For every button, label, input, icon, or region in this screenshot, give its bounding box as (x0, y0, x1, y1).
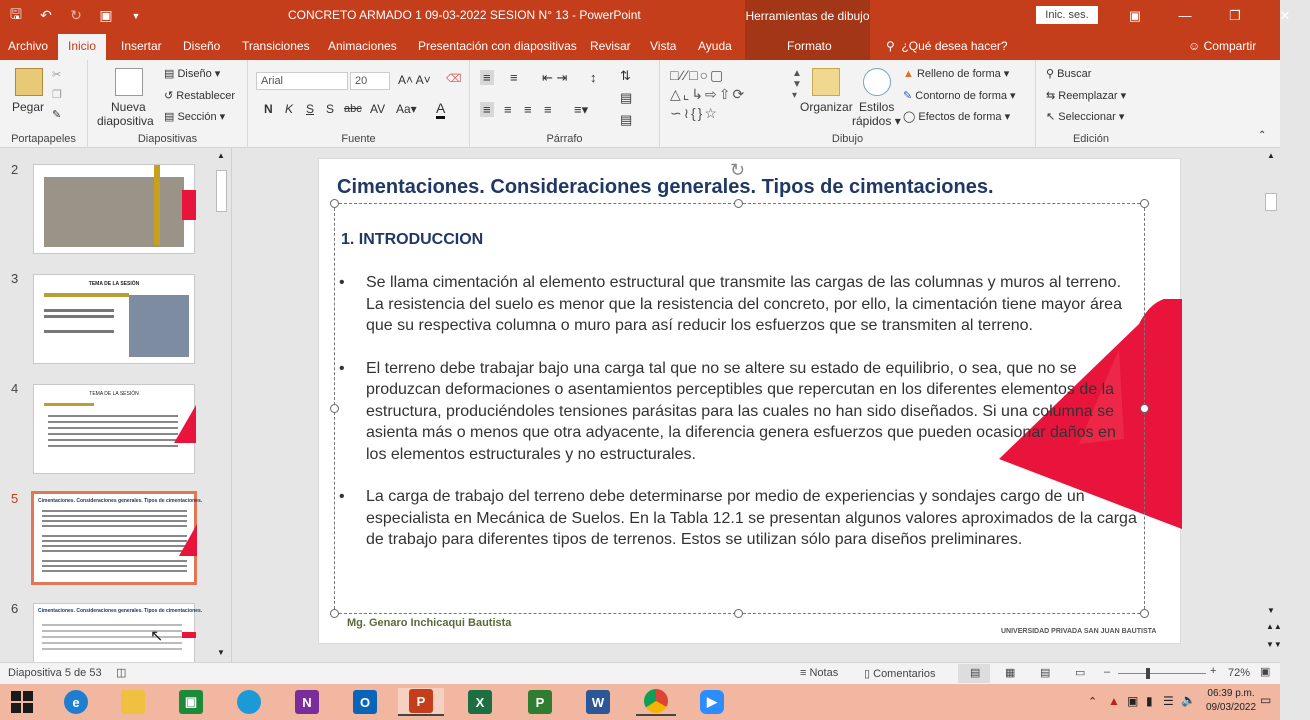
resize-handle[interactable] (1140, 609, 1149, 618)
zoom-taskbar-button[interactable] (692, 688, 732, 716)
underline-icon[interactable]: S (306, 102, 315, 116)
project-icon: P (528, 690, 552, 714)
scroll-down-icon[interactable]: ▼ (217, 648, 225, 657)
paint-bucket-icon: ▲ (903, 68, 914, 80)
tab-vista[interactable]: Vista (650, 39, 677, 53)
tell-me-search[interactable]: ⚲ ¿Qué desea hacer? (886, 39, 1008, 53)
thumbnail-scrollbar[interactable] (213, 148, 231, 662)
onenote-icon: N (295, 690, 319, 714)
chrome-taskbar-button[interactable] (636, 688, 676, 716)
gallery-more-icon[interactable]: ▲ ▼ ▾ (792, 68, 802, 101)
book-cover-image (129, 295, 189, 357)
cut-icon[interactable]: ✂ (52, 69, 62, 81)
spellcheck-icon[interactable]: ◫ (116, 667, 127, 679)
excel-icon: X (468, 690, 492, 714)
windows-taskbar (0, 684, 1280, 720)
word-taskbar-button[interactable] (578, 688, 618, 716)
slide-thumbnail-6[interactable]: Cimentaciones. Consideraciones generales. Tipos de cimentaciones. (33, 603, 195, 663)
group-parrafo (470, 60, 660, 148)
resize-handle[interactable] (734, 609, 743, 618)
group-label: Diapositivas (137, 133, 198, 145)
spacing-icon[interactable]: AV (370, 102, 386, 116)
resize-handle[interactable] (330, 199, 339, 208)
resize-handle[interactable] (330, 404, 339, 413)
replace-icon: ⇆ (1046, 90, 1056, 102)
building-photo (44, 177, 184, 247)
internet-explorer-icon: e (64, 690, 88, 714)
strike-icon[interactable]: abc (344, 103, 362, 115)
section-heading[interactable]: 1. INTRODUCCION (341, 231, 484, 248)
scroll-thumb[interactable] (216, 170, 227, 212)
section-button[interactable]: ▤ Sección ▾ (164, 111, 226, 123)
windows-logo-icon (11, 691, 33, 713)
font-size-box[interactable]: 20 (350, 72, 390, 90)
shape-fill-button[interactable]: ▲ Relleno de forma ▾ (903, 68, 1010, 80)
slide-scrollbar[interactable] (1263, 148, 1280, 662)
group-portapapeles (0, 60, 88, 148)
tab-revisar[interactable]: Revisar (590, 39, 631, 53)
minimize-icon[interactable]: — (1178, 8, 1192, 23)
scroll-up-icon[interactable]: ▲ (217, 151, 225, 160)
ribbon-tabs (0, 31, 1280, 60)
smartart-icon[interactable]: ▤ (620, 112, 633, 127)
resize-handle[interactable] (330, 609, 339, 618)
explorer-taskbar-button[interactable] (113, 688, 153, 716)
zoom-out-icon[interactable]: – (1104, 666, 1111, 678)
excel-taskbar-button[interactable] (460, 688, 500, 716)
notes-button[interactable]: ≡ Notas (800, 667, 839, 679)
indent-icon[interactable]: ⇤ ⇥ (542, 70, 568, 85)
redo-icon[interactable]: ↻ (70, 7, 82, 23)
copy-icon[interactable]: ❐ (52, 89, 62, 101)
new-slide-icon[interactable] (115, 68, 143, 96)
collapse-ribbon-icon[interactable]: ⌃ (1258, 130, 1267, 141)
slide-thumbnail-panel[interactable] (0, 148, 232, 662)
lightbulb-icon: ⚲ (886, 39, 895, 53)
author-footer: Mg. Genaro Inchicaqui Bautista (347, 617, 512, 629)
bullets-icon[interactable]: ≡ (480, 70, 494, 85)
find-button[interactable]: ⚲ Buscar (1046, 68, 1092, 80)
title-bar (0, 0, 1291, 31)
bullet-item[interactable]: • Se llama cimentación al elemento estructural que transmite las cargas de las columnas y muros al terreno. La resistencia del suelo es menor que la resistencia del concreto, por ello, la cimentación tiene mayor área que su respectiva columna o muro para así reducir los esfuerzos que se transmiten al terreno. (339, 274, 1122, 334)
zoom-app-icon: ▶ (700, 690, 724, 714)
ribbon (0, 60, 1280, 148)
group-label: Edición (1072, 133, 1110, 145)
search-icon: ⚲ (1046, 68, 1055, 80)
shadow-icon[interactable]: S (326, 102, 335, 116)
present-icon[interactable]: ▣ (99, 7, 113, 23)
volume-icon[interactable]: 🔈 (1181, 693, 1196, 707)
reading-view-icon[interactable]: ▤ (1040, 667, 1051, 679)
tab-inicio[interactable]: Inicio (58, 34, 106, 60)
powerpoint-icon: P (409, 689, 433, 713)
align-center-icon[interactable]: ≡ (504, 102, 512, 117)
slide-thumbnail-5-selected[interactable]: Cimentaciones. Consideraciones generales. Tipos de cimentaciones. (31, 491, 197, 585)
arrange-icon[interactable] (812, 68, 840, 96)
comment-icon: ▯ (864, 668, 871, 680)
tab-presentacion[interactable]: Presentación con diapositivas (418, 39, 577, 53)
bullet-item[interactable]: • El terreno debe trabajar bajo una carga tal que no se altere su estado de equilibrio, o sea, que no se produzcan deformaciones o asentamientos perceptibles que repercutan en los diferentes elementos de la estructura, produciéndoles tensiones parásitas para las cuales no han sido diseñados. Si una columna se asienta más o menos que otra adyacente, la diferencia genera esfuerzos que pueden ocasionar daños en los elementos estructurales y no estructurales. (339, 359, 1116, 463)
align-right-icon[interactable]: ≡ (524, 102, 532, 117)
zoom-slider-thumb[interactable] (1146, 668, 1150, 679)
font-name-box[interactable]: Arial (256, 72, 348, 90)
new-slide-label2[interactable]: diapositiva (97, 114, 154, 128)
slide-title[interactable]: Cimentaciones. Consideraciones generales. Tipos de cimentaciones. (337, 176, 994, 198)
start-button[interactable] (2, 688, 42, 716)
paste-icon[interactable] (15, 68, 43, 96)
tab-transiciones[interactable]: Transiciones (242, 39, 310, 53)
tab-insertar[interactable]: Insertar (121, 39, 162, 53)
edge-icon (237, 690, 261, 714)
tray-window-icon[interactable]: ▣ (1127, 694, 1139, 708)
group-diapositivas (88, 60, 248, 148)
tab-diseno[interactable]: Diseño (183, 39, 221, 53)
tab-archivo[interactable]: Archivo (8, 39, 49, 53)
reset-button[interactable]: ↺ Restablecer (164, 90, 235, 102)
layout-button[interactable]: ▤ Diseño ▾ (164, 68, 221, 80)
slide-thumbnail-4[interactable]: TEMA DE LA SESIÓN (33, 384, 195, 474)
outlook-icon: O (353, 690, 377, 714)
shapes-gallery[interactable]: □⁄⁄□○▢ △⌞↳⇨⇧⟳ ∽≀{}☆ (670, 67, 747, 121)
thumb-number: 2 (11, 162, 19, 177)
close-icon[interactable]: ✕ (1279, 7, 1291, 23)
zoom-level[interactable]: 72% (1228, 667, 1251, 679)
replace-button[interactable]: ⇆ Reemplazar ▾ (1046, 90, 1127, 102)
arrange-button[interactable]: Organizar (800, 100, 853, 114)
rotate-handle-icon[interactable]: ↻ (730, 160, 746, 180)
bullet-list[interactable] (339, 272, 1139, 572)
university-footer: UNIVERSIDAD PRIVADA SAN JUAN BAUTISTA (1001, 628, 1157, 635)
select-button[interactable]: ↖ Seleccionar ▾ (1046, 111, 1125, 123)
resize-handle[interactable] (734, 199, 743, 208)
columns-icon[interactable]: ≡▾ (574, 102, 589, 117)
document-title: CONCRETO ARMADO 1 09-03-2022 SESION N° 13 - PowerPoint (288, 8, 641, 22)
next-slide-icon[interactable]: ▼▼ (1266, 640, 1282, 649)
clear-format-icon[interactable]: ⌫ (446, 73, 462, 85)
new-slide-label[interactable]: Nueva (111, 100, 146, 114)
drawing-tools-context: Herramientas de dibujo (745, 0, 870, 31)
text-direction-icon[interactable]: ⇅ (620, 68, 631, 83)
group-dibujo (660, 60, 1036, 148)
ie-taskbar-button[interactable] (56, 688, 96, 716)
sorter-view-icon[interactable]: ▦ (1005, 667, 1016, 679)
slide-thumbnail-3[interactable]: TEMA DE LA SESIÓN (33, 274, 195, 364)
prev-slide-icon[interactable]: ▲▲ (1266, 622, 1282, 631)
quick-styles-button[interactable]: Estilos (859, 100, 895, 114)
align-text-icon[interactable]: ▤ (620, 90, 633, 105)
italic-icon[interactable]: K (285, 102, 294, 116)
effects-icon: ◯ (903, 111, 916, 123)
group-label: Fuente (341, 133, 376, 145)
customize-qat-icon[interactable]: ▼ (131, 10, 141, 21)
network-icon[interactable]: ☰ (1163, 694, 1174, 708)
quick-access-toolbar (8, 0, 144, 31)
person-icon: ☺ (1188, 39, 1201, 53)
thumb-number: 5 (11, 491, 19, 506)
maximize-icon[interactable]: ❐ (1229, 7, 1241, 23)
zoom-in-icon[interactable]: + (1210, 665, 1217, 677)
tray-overflow-icon[interactable]: ⌃ (1088, 696, 1098, 708)
edge-taskbar-button[interactable] (229, 688, 269, 716)
store-icon: ▣ (179, 690, 203, 714)
slide-thumbnail-2[interactable] (33, 164, 195, 254)
tab-animaciones[interactable]: Animaciones (328, 39, 397, 53)
resize-handle[interactable] (1140, 404, 1149, 413)
scroll-down-icon[interactable]: ▼ (1267, 606, 1275, 615)
status-bar: Diapositiva 5 de 53 ◫ ≡ Notas ▯ Comentarios ▤ ▦ ▤ ▭ – + 72% ▣ (0, 662, 1280, 684)
bold-icon[interactable]: N (264, 102, 273, 116)
word-icon: W (586, 690, 610, 714)
shape-effects-button[interactable]: ◯ Efectos de forma ▾ (903, 111, 1011, 123)
ribbon-display-icon[interactable]: ▣ (1128, 7, 1142, 23)
scroll-up-icon[interactable]: ▲ (1267, 151, 1275, 160)
numbering-icon[interactable]: ≡ (510, 70, 518, 85)
onenote-taskbar-button[interactable] (287, 688, 327, 716)
tab-ayuda[interactable]: Ayuda (698, 39, 732, 53)
line-spacing-icon[interactable]: ↕ (590, 70, 597, 85)
store-taskbar-button[interactable] (171, 688, 211, 716)
font-grow-icon[interactable]: A˄ A˅ (398, 73, 431, 87)
mouse-cursor-icon: ↖ (150, 628, 164, 645)
case-icon[interactable]: Aa▾ (396, 102, 417, 116)
share-button[interactable]: ☺ Compartir (1188, 39, 1257, 53)
slideshow-view-icon[interactable]: ▭ (1075, 667, 1086, 679)
tab-formato[interactable]: Formato (787, 39, 832, 53)
notes-icon: ≡ (800, 667, 807, 679)
outlook-taskbar-button[interactable] (345, 688, 385, 716)
align-left-icon[interactable]: ≡ (480, 102, 494, 117)
cursor-icon: ↖ (1046, 111, 1056, 123)
bullet-item[interactable]: • La carga de trabajo del terreno debe determinarse por medio de experiencias y sondajes cargo de un especialista en Mecánica de Suelos. En la Tabla 12.1 se presentan algunos valores aproximados de la carga de trabajo para diferentes tipos de terrenos. Estos se utilizan sólo para diseños preliminares. (339, 488, 1137, 548)
sign-in-button[interactable]: Inic. ses. (1036, 6, 1098, 24)
undo-icon[interactable]: ↶ (40, 7, 52, 23)
folder-icon (121, 690, 145, 714)
shape-outline-button[interactable]: ✎ Contorno de forma ▾ (903, 90, 1016, 102)
quick-styles-icon[interactable] (863, 68, 891, 96)
group-label: Portapapeles (11, 133, 76, 145)
thumb-number: 3 (11, 271, 19, 286)
powerpoint-taskbar-button[interactable] (398, 688, 444, 716)
project-taskbar-button[interactable] (520, 688, 560, 716)
comments-button[interactable]: ▯ Comentarios (864, 668, 936, 680)
save-icon[interactable]: 🖫 (10, 5, 22, 22)
notifications-icon[interactable]: ▭ (1260, 693, 1272, 707)
thumb-number: 6 (11, 601, 19, 616)
tray-app-icon[interactable]: ▲ (1108, 694, 1120, 708)
zoom-slider[interactable] (1118, 673, 1206, 674)
current-slide[interactable] (318, 158, 1181, 644)
format-painter-icon[interactable]: ✎ (52, 109, 62, 121)
chrome-icon (644, 689, 668, 713)
battery-icon[interactable]: ▮ (1146, 694, 1153, 708)
group-label: Párrafo (546, 133, 583, 145)
group-edicion (1036, 60, 1146, 148)
fit-slide-icon[interactable]: ▣ (1260, 666, 1271, 678)
justify-icon[interactable]: ≡ (544, 102, 552, 117)
paste-button[interactable]: Pegar (12, 100, 45, 114)
group-label: Dibujo (831, 133, 864, 145)
font-color-icon[interactable]: A (436, 100, 445, 119)
thumb-number: 4 (11, 381, 19, 396)
scroll-thumb[interactable] (1265, 193, 1277, 211)
system-clock[interactable]: 06:39 p.m. 09/03/2022 (1206, 688, 1257, 713)
resize-handle[interactable] (1140, 199, 1149, 208)
group-fuente (248, 60, 470, 148)
pen-icon: ✎ (903, 90, 913, 102)
quick-styles-label2[interactable]: rápidos ▾ (852, 114, 901, 128)
slide-counter: Diapositiva 5 de 53 (8, 667, 102, 679)
